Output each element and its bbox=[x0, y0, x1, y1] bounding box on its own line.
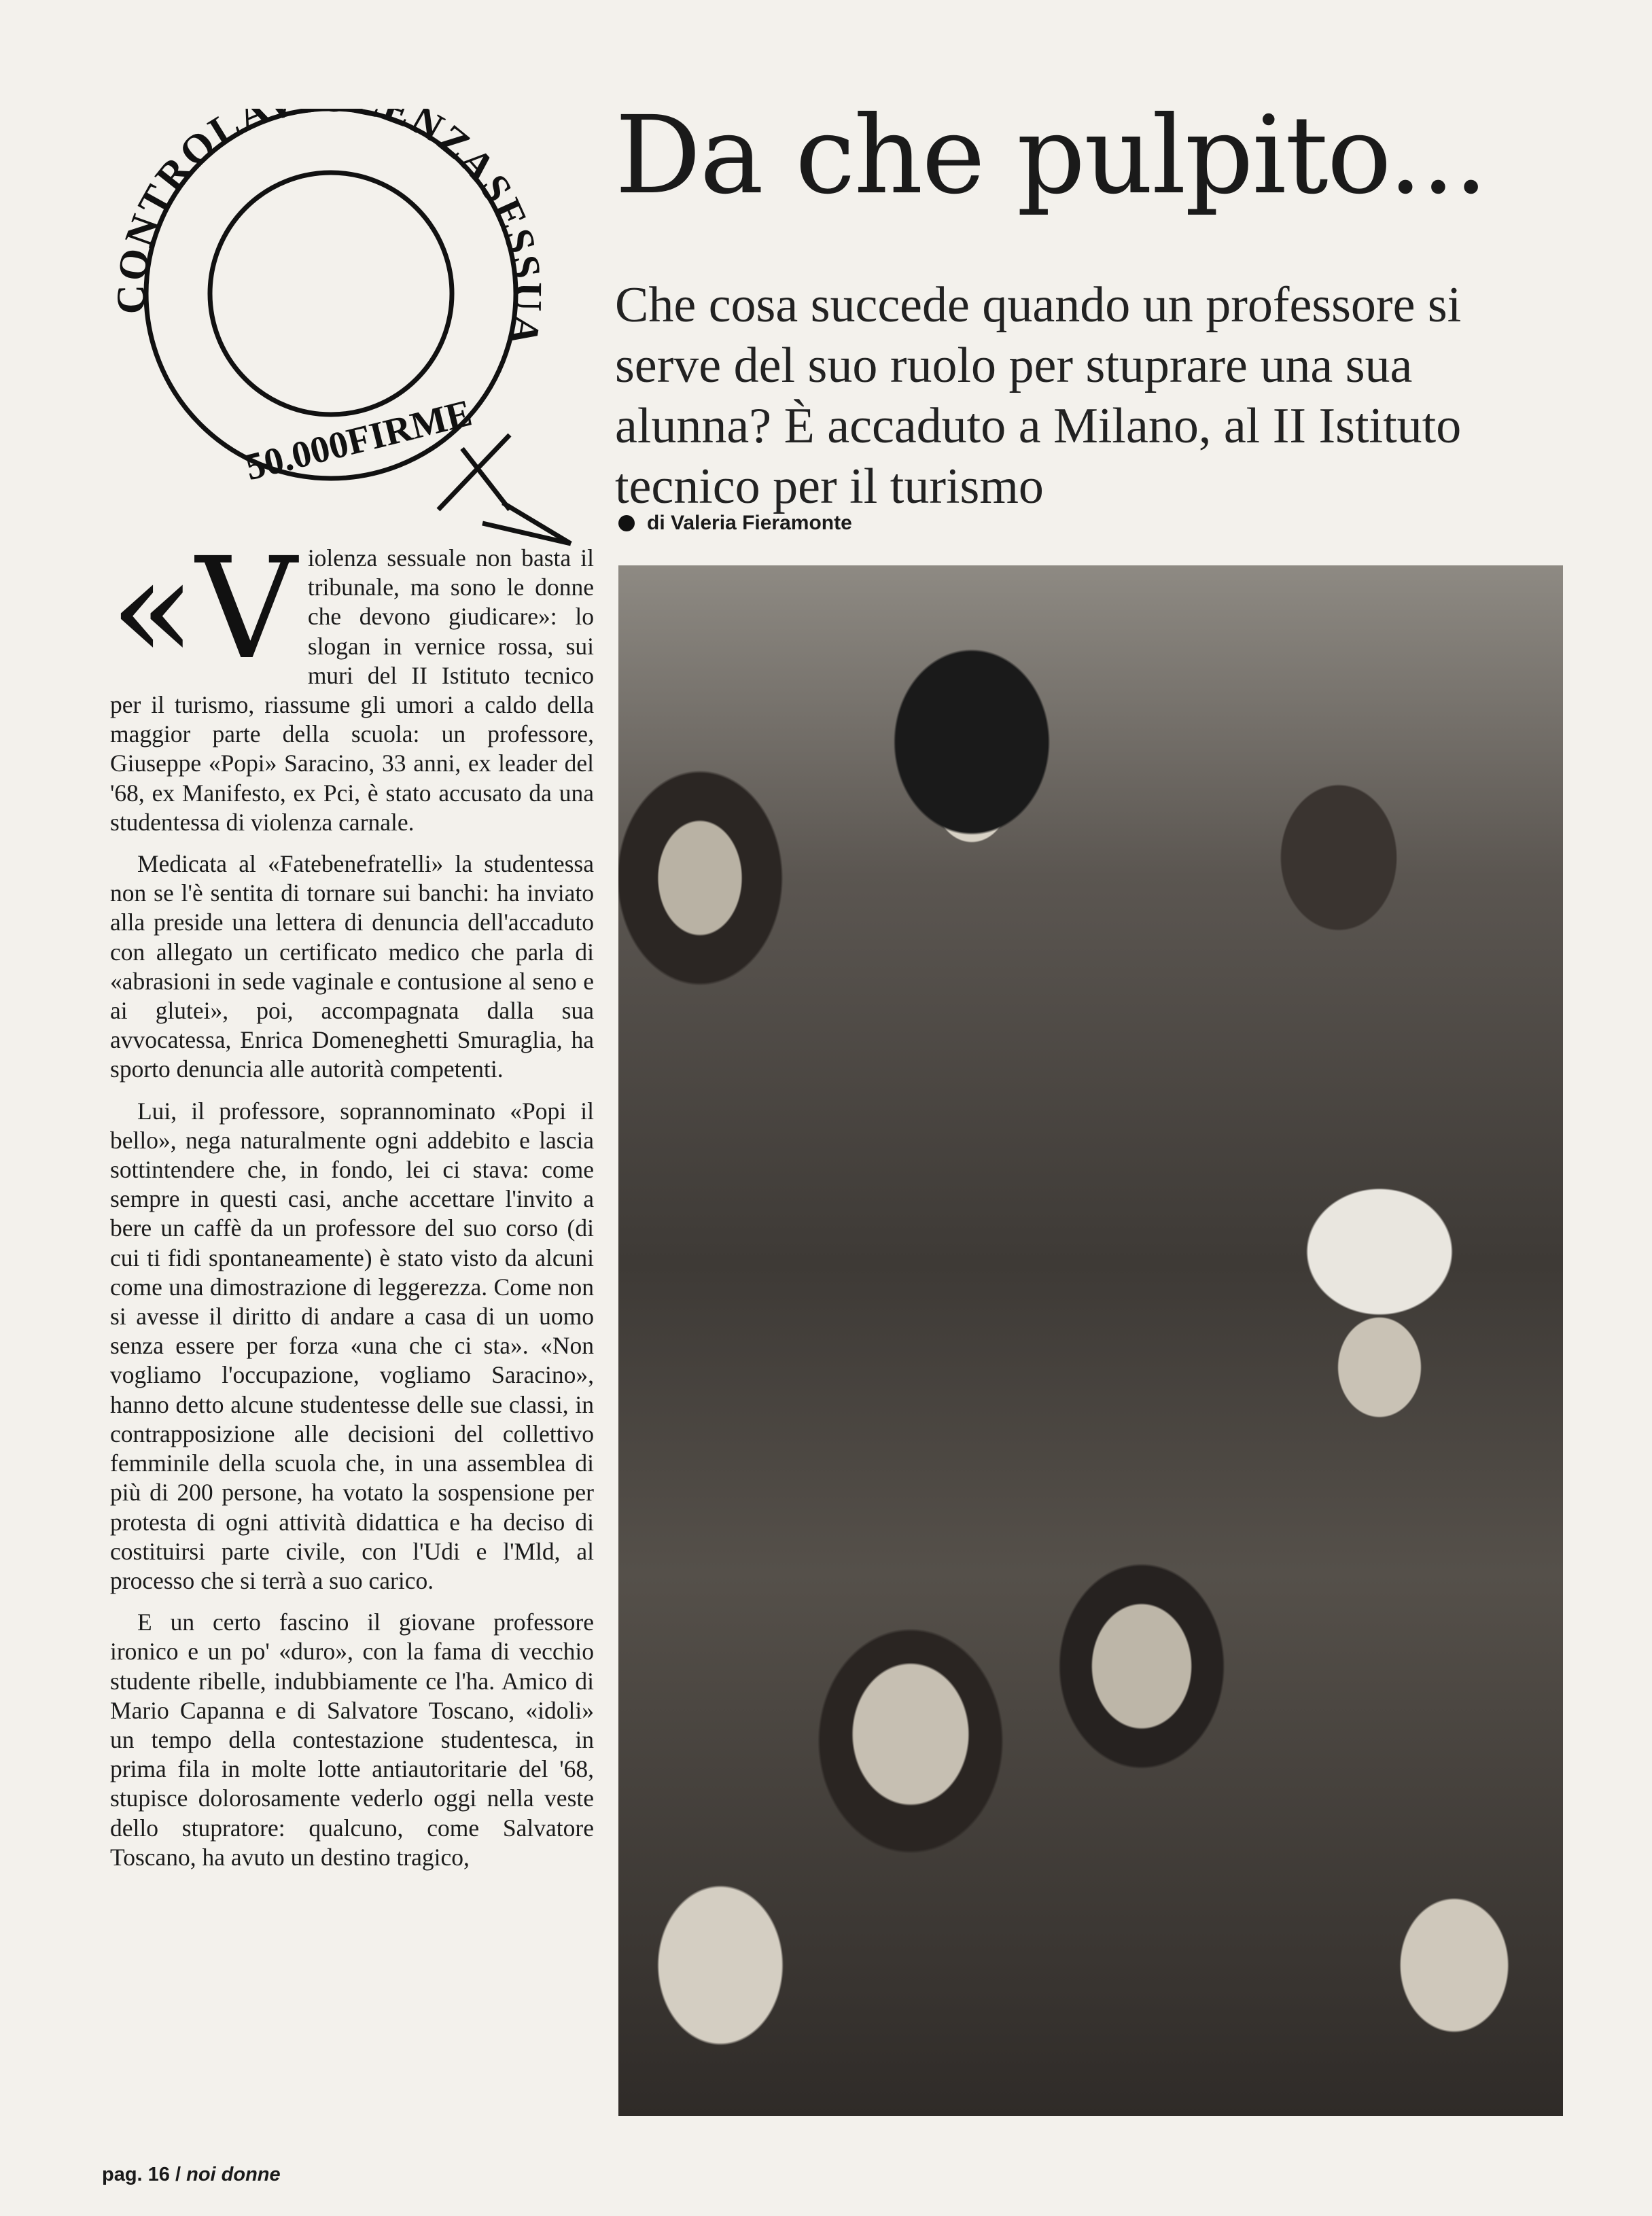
article-paragraph: Lui, il professore, soprannominato «Popi il bello», nega naturalmente ogni addebito e lascia sottintendere che, in fondo, lei ci stava: come sempre in questi casi, anche accettare l'invito a bere un caffè da un professore del suo corso (di cui ti fidi spontaneamente) è stato visto da alcuni come una dimostrazione di leggerezza. Come non si avesse il diritto di andare a casa di un uomo senza essere per forza «una che ci sta». «Non vogliamo l'occupazione, vogliamo Saracino», hanno detto alcune studentesse delle sue classi, in contrapposizione alle decisioni del collettivo femminile della scuola che, in una assemblea di più di 200 persone, ha votato la sospensione per protesta di ogni attività didattica e ha deciso di costituirsi parte civile, con l'Udi e l'Mld, al processo che si terrà a suo carico. bbox=[110, 1097, 594, 1594]
drop-cap: «V bbox=[110, 527, 297, 690]
page-footer bbox=[102, 2164, 281, 2186]
venus-symbol-logo bbox=[102, 109, 591, 550]
author-name: di Valeria Fieramonte bbox=[647, 512, 852, 534]
article-body bbox=[110, 527, 594, 1884]
article-paragraph: «Violenza sessuale non basta il tribunale, ma sono le donne che devono giudicare»: lo slogan in vernice rossa, sui muri del II Istituto tecnico per il turismo, riassume gli umori a caldo della maggior parte della scuola: un professore, Giuseppe «Popi» Saracino, 33 anni, ex leader del '68, ex Manifesto, ex Pci, è stato accusato da una studentessa di violenza carnale. bbox=[110, 527, 594, 836]
logo-arc-text: CONTROLA ENZASESSUA bbox=[108, 109, 550, 351]
byline bbox=[618, 512, 852, 535]
svg-text:CONTROLAVIOLENZASESSUALE bbox=[102, 109, 550, 351]
logo-bottom-text: 50.000FIRME bbox=[241, 391, 476, 489]
crowd-photo bbox=[618, 565, 1563, 2116]
article-paragraph: E un certo fascino il giovane professore ironico e un po' «duro», con la fama di vecchio studente ribelle, indubbiamente ce l'ha. Amico di Mario Capanna e di Salvatore Toscano, «idoli» un tempo della contestazione studentesca, in prima fila in molte lotte antiautoritarie del '68, stupisce dolorosamente vederlo oggi nella veste dello stupratore: qualcuno, come Salvatore Toscano, ha avuto un destino tragico, bbox=[110, 1608, 594, 1871]
magazine-name: noi donne bbox=[186, 2164, 281, 2185]
campaign-logo bbox=[102, 109, 591, 550]
bullet-icon bbox=[618, 515, 635, 531]
page-number: pag. 16 / bbox=[102, 2164, 181, 2185]
headline: Da che pulpito... bbox=[615, 93, 1487, 218]
article-paragraph: Medicata al «Fatebenefratelli» la studentessa non se l'è sentita di tornare sui banchi: ha inviato alla preside una lettera di denuncia dell'accaduto con allegato un certificato medico che parla di «abrasioni in sede vaginale e contusione al seno e ai glutei», poi, accompagnata dalla sua avvocatessa, Enrica Domeneghetti Smuraglia, ha sporto denuncia alle autorità competenti. bbox=[110, 850, 594, 1083]
subtitle: Che cosa succede quando un professore si serve del suo ruolo per stuprare una sua alunna? È accaduto a Milano, al II Istituto tecnico per il turismo bbox=[615, 277, 1462, 514]
